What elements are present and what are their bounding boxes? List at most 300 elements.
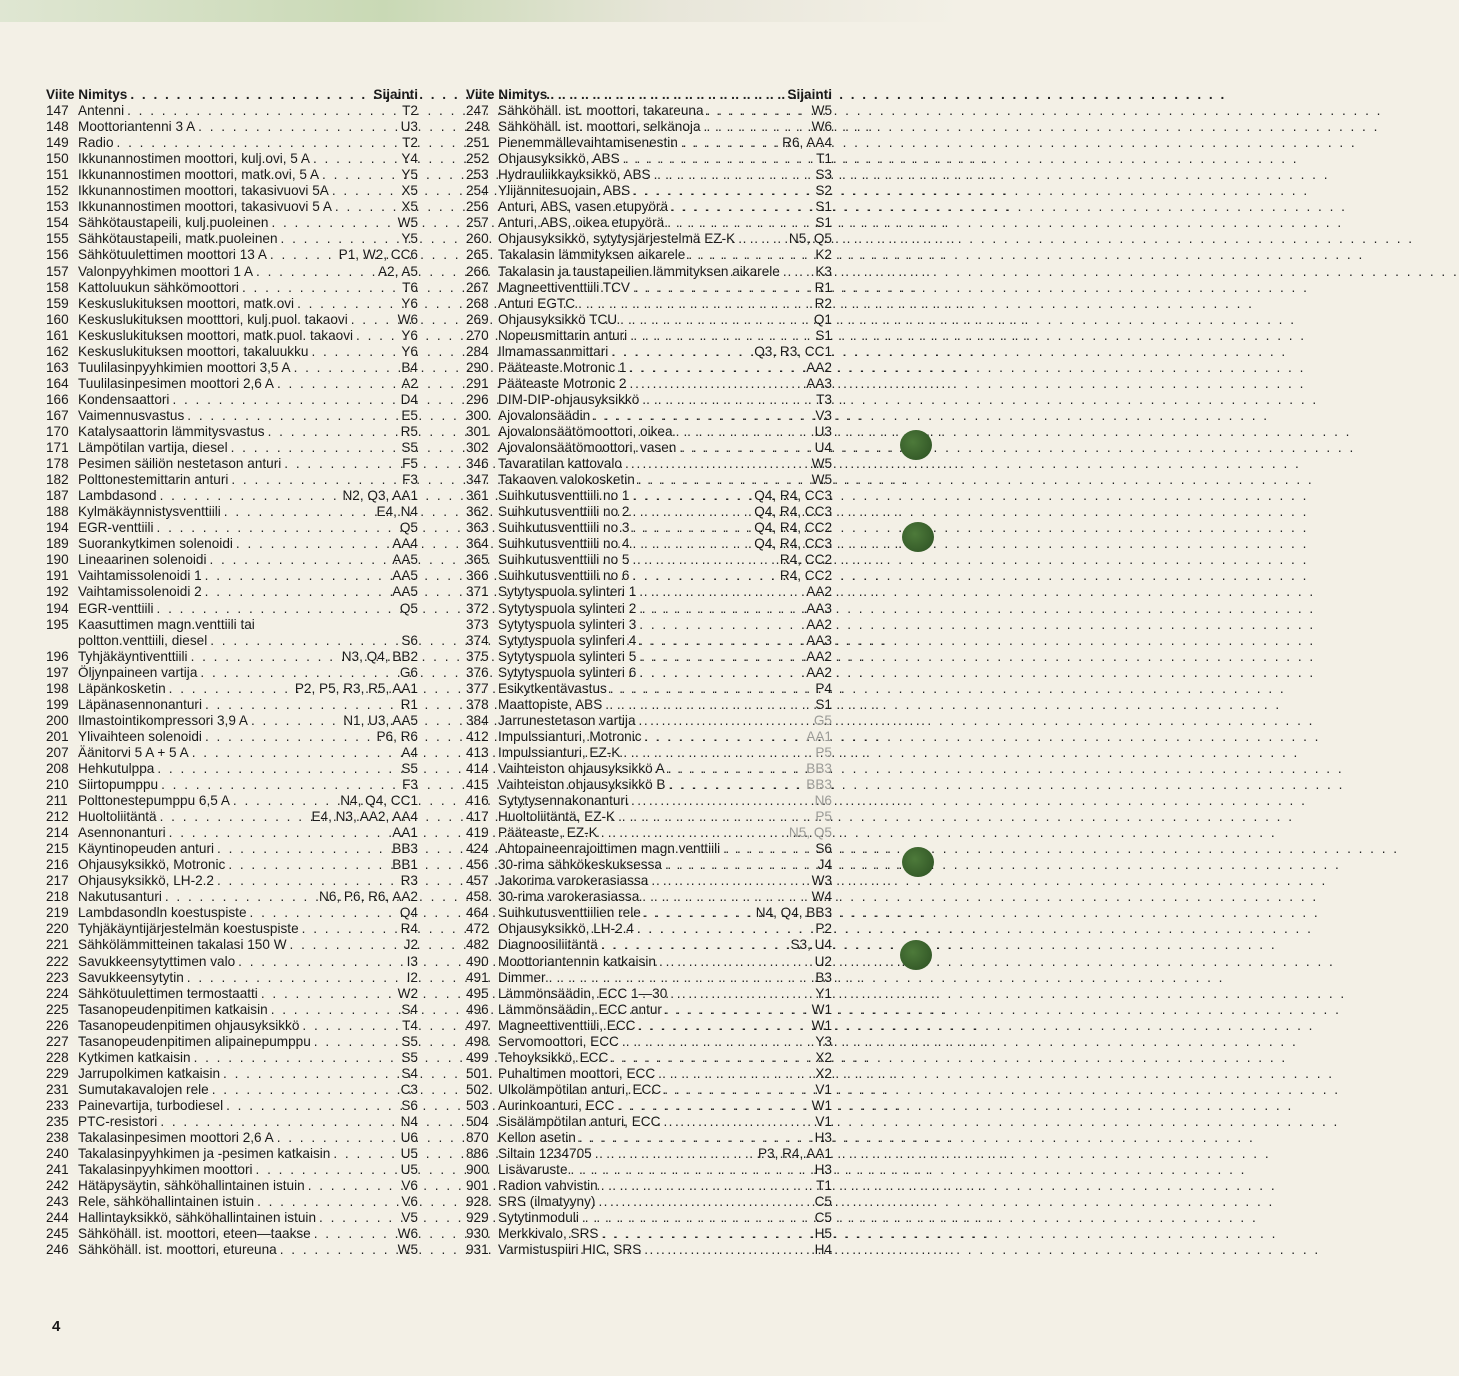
item-reference: 235	[46, 1114, 69, 1129]
item-name: Sähköhäll. ist. moottori, etureuna	[78, 1242, 277, 1258]
list-item	[46, 151, 418, 167]
list-item	[466, 167, 832, 183]
list-item	[46, 921, 418, 937]
leader-dots	[205, 584, 390, 600]
item-location: S4	[401, 1001, 418, 1017]
leader-dots	[623, 745, 812, 761]
item-reference: 243	[46, 1194, 69, 1210]
list-item	[46, 1002, 418, 1018]
item-reference: 464	[466, 905, 489, 921]
list-item	[466, 360, 832, 376]
list-item	[46, 472, 418, 488]
item-location: BB1	[392, 857, 418, 873]
item-reference: 164	[46, 375, 69, 391]
leader-dots	[335, 199, 398, 215]
item-name: Ohjausyksikkö, LH-2.4	[498, 921, 634, 937]
item-location: K3	[815, 263, 832, 279]
item-location: Y6	[401, 343, 418, 359]
leader-dots	[200, 665, 396, 681]
leader-dots	[251, 713, 340, 729]
list-item	[466, 649, 832, 665]
list-item	[466, 264, 832, 280]
item-name: Merkkivalo, SRS	[498, 1226, 599, 1242]
item-reference: 346	[466, 456, 489, 472]
item-reference: 374	[466, 632, 489, 648]
item-name: Pääteaste, EZ-K	[498, 825, 598, 841]
item-name: Sähkötuulettimen termostaatti	[78, 985, 258, 1001]
item-name: Tasanopeudenpitimen katkaisin	[78, 1001, 268, 1017]
list-item	[466, 809, 832, 825]
item-reference: 495	[466, 985, 489, 1001]
item-location: W2	[397, 985, 418, 1001]
item-location: F5	[402, 456, 418, 472]
leader-dots	[642, 392, 813, 408]
item-name: Keskuslukituksen mootttori, kulj.puol. takaovi	[78, 311, 348, 327]
list-item	[46, 1178, 418, 1194]
right-column	[466, 87, 832, 1258]
item-name: Suorankytkimen solenoidi	[78, 536, 233, 552]
item-name: Käyntinopeuden anturi	[78, 841, 215, 857]
item-name: Äänitorvi 5 A + 5 A	[78, 744, 189, 760]
item-location: W1	[811, 1001, 832, 1017]
item-location: J4	[817, 857, 832, 873]
leader-dots	[256, 1162, 398, 1178]
leader-dots	[571, 1162, 812, 1178]
item-name: Katalysaattorin lämmitysvastus	[78, 423, 265, 439]
leader-dots	[205, 729, 374, 745]
list-item	[466, 857, 832, 873]
item-reference: 157	[46, 263, 69, 279]
item-name: Polttonestemittarin anturi	[78, 472, 229, 488]
item-reference: 424	[466, 841, 489, 857]
leader-dots	[238, 954, 403, 970]
item-location: R6, AA4	[782, 135, 832, 151]
item-location: T1	[816, 1178, 832, 1194]
list-item	[46, 1242, 418, 1258]
leader-dots	[617, 1098, 808, 1114]
leader-dots	[601, 825, 786, 841]
list-item	[46, 633, 418, 649]
list-item	[46, 697, 418, 713]
item-name: Takalasin lämmityksen aikarele	[498, 247, 686, 263]
item-reference: 482	[466, 937, 489, 953]
item-reference: 376	[466, 664, 489, 680]
leader-dots	[632, 520, 751, 536]
item-reference: 158	[46, 279, 69, 295]
leader-dots	[205, 697, 398, 713]
list-item	[46, 745, 418, 761]
item-location: R4, CC2	[779, 552, 832, 568]
item-reference: 373	[466, 616, 489, 632]
leader-dots	[639, 617, 803, 633]
item-reference: 296	[466, 391, 489, 407]
item-reference: 152	[46, 183, 69, 199]
list-item	[46, 360, 418, 376]
item-name: Läpänkosketin	[78, 680, 166, 696]
item-location: W5	[397, 215, 418, 231]
item-name: Lämmönsäädin, ECC 1—30	[498, 985, 668, 1001]
item-reference: 256	[466, 199, 489, 215]
list-item	[466, 1194, 832, 1210]
item-name: Servomoottori, ECC	[498, 1033, 619, 1049]
list-item	[466, 1066, 832, 1082]
item-reference: 160	[46, 311, 69, 327]
item-reference: 161	[46, 327, 69, 343]
list-item	[466, 921, 832, 937]
item-reference: 497	[466, 1017, 489, 1033]
leader-dots	[681, 135, 779, 151]
item-name: Ohjausyksikkö, sytytysjärjestelmä EZ-K	[498, 231, 736, 247]
item-name: Lämpötilan vartija, diesel	[78, 440, 228, 456]
item-reference: 218	[46, 889, 69, 905]
item-name: Takalasinpyyhkimen ja -pesimen katkaisin	[78, 1146, 331, 1162]
item-reference: 223	[46, 969, 69, 985]
item-reference: 384	[466, 712, 489, 728]
list-item	[46, 809, 418, 825]
item-name: Kaasuttimen magn.venttiili tai	[78, 616, 255, 632]
item-location: X5	[401, 183, 418, 199]
leader-dots	[313, 151, 398, 167]
item-name: Radion vahvistin	[498, 1178, 598, 1194]
top-edge-band	[0, 0, 960, 22]
item-location: J2	[403, 937, 418, 953]
item-reference: 284	[466, 343, 489, 359]
item-name: EGR-venttiili	[78, 520, 154, 536]
item-reference: 362	[466, 504, 489, 520]
item-location: P2	[815, 921, 832, 937]
item-name: Sähköhäll. ist. moottori, selkänoja	[498, 119, 701, 135]
item-name: Ajovalonsäätömoottori, oikea	[498, 423, 673, 439]
list-item	[466, 312, 832, 328]
item-location: AA4	[392, 536, 418, 552]
list-item	[46, 568, 418, 584]
item-location: T1	[816, 151, 832, 167]
list-item	[46, 103, 418, 119]
item-location: N5, Q5	[788, 231, 832, 247]
list-item	[466, 424, 832, 440]
list-item	[466, 119, 832, 135]
leader-dots	[308, 1178, 399, 1194]
item-name: Esikytkentävastus	[498, 680, 607, 696]
list-item	[466, 905, 832, 921]
item-location: W5	[811, 103, 832, 119]
leader-dots	[707, 103, 809, 119]
item-reference: 377	[466, 680, 489, 696]
item-location: S1	[815, 327, 832, 343]
list-item	[46, 857, 418, 873]
binder-hole	[902, 847, 934, 877]
item-reference: 229	[46, 1065, 69, 1081]
item-reference: 246	[46, 1242, 69, 1258]
item-location: H3	[814, 1130, 832, 1146]
item-reference: 194	[46, 600, 69, 616]
leader-dots	[688, 247, 812, 263]
leader-dots	[217, 873, 398, 889]
leader-dots	[268, 424, 398, 440]
item-location: AA3	[806, 375, 832, 391]
item-reference: 414	[466, 760, 489, 776]
list-item	[46, 167, 418, 183]
item-name: Vaihteiston ohjausyksikkö A	[498, 760, 665, 776]
item-reference: 504	[466, 1114, 489, 1129]
item-reference: 178	[46, 456, 69, 472]
item-reference: 217	[46, 873, 69, 889]
item-location: AA2	[806, 664, 832, 680]
leader-dots	[679, 440, 811, 456]
item-location: N4	[400, 1114, 418, 1129]
list-item	[466, 601, 832, 617]
list-item	[46, 825, 418, 841]
item-location: R1	[814, 279, 832, 295]
item-name: Sähkötaustapeili, kulj.puoleinen	[78, 215, 269, 231]
item-reference: 501	[466, 1065, 489, 1081]
item-name: poltton.venttiili, diesel	[78, 632, 208, 648]
item-reference: 458	[466, 889, 489, 905]
item-reference: 290	[466, 359, 489, 375]
list-item	[46, 296, 418, 312]
item-location: X5	[401, 199, 418, 215]
item-name: Sumutakavalojen rele	[78, 1081, 209, 1097]
item-name: Suihkutusventtiili no 1	[498, 488, 630, 504]
leader-dots	[611, 1050, 812, 1066]
leader-dots	[578, 296, 812, 312]
item-name: Valonpyyhkimen moottori 1 A	[78, 263, 254, 279]
leader-dots	[665, 857, 815, 873]
item-reference: 900	[466, 1162, 489, 1178]
item-location: P2, P5, R3, R5, AA1	[294, 680, 418, 696]
list-item	[46, 777, 418, 793]
item-location: W5	[811, 456, 832, 472]
item-name: Hallintayksikkö, sähköhallintainen istuin	[78, 1210, 317, 1226]
list-item	[46, 970, 418, 986]
item-name: Tehoyksikkö, ECC	[498, 1049, 609, 1065]
leader-dots	[205, 568, 390, 584]
leader-dots	[593, 408, 812, 424]
list-item	[46, 617, 418, 633]
item-name: Vaihtamissolenoidi 1	[78, 568, 202, 584]
item-location: Y3	[815, 1033, 832, 1049]
list-item	[466, 697, 832, 713]
item-location: AA3	[806, 600, 832, 616]
item-location: N1, U3, AA5	[343, 712, 418, 728]
item-location: I2	[406, 969, 418, 985]
item-name: Tasanopeudenpitimen ohjausyksikkö	[78, 1017, 300, 1033]
item-reference: 147	[46, 103, 69, 119]
item-reference: 267	[466, 279, 489, 295]
item-location: AA2	[806, 616, 832, 632]
list-item	[46, 1098, 418, 1114]
item-reference: 366	[466, 568, 489, 584]
item-location: H4	[814, 1242, 832, 1258]
item-reference: 253	[466, 167, 489, 183]
item-reference: 929	[466, 1210, 489, 1226]
leader-dots	[236, 536, 389, 552]
item-location: W1	[811, 1097, 832, 1113]
item-location: S3	[815, 167, 832, 183]
item-name: Sytytyspuola sylinteri 6	[498, 664, 637, 680]
item-name: Lämmönsäädin, ECC antur	[498, 1001, 662, 1017]
leader-dots	[704, 119, 809, 135]
item-name: Sytytyspuola sylinferi 4	[498, 632, 637, 648]
leader-dots	[663, 1114, 812, 1130]
item-name: Pienemmällevaihtamisenestin	[498, 135, 678, 151]
item-location: D4	[400, 391, 418, 407]
item-name: Vaihteiston ohjausyksikkö B	[498, 777, 666, 793]
list-item	[466, 1242, 832, 1258]
list-item	[466, 937, 832, 953]
leader-dots	[212, 1082, 398, 1098]
item-location: A4	[401, 744, 418, 760]
list-item	[466, 408, 832, 424]
item-location: U4	[814, 440, 832, 456]
list-item	[466, 520, 832, 536]
item-location: T3	[816, 391, 832, 407]
item-location: F3	[402, 777, 418, 793]
item-reference: 188	[46, 504, 69, 520]
leader-dots	[638, 472, 809, 488]
item-location: I3	[406, 953, 418, 969]
list-item	[466, 392, 832, 408]
leader-dots	[667, 215, 812, 231]
item-name: Kondensaattori	[78, 391, 170, 407]
list-item	[46, 601, 418, 617]
item-reference: 498	[466, 1033, 489, 1049]
list-item	[466, 1098, 832, 1114]
item-name: Sähköhäll. ist. moottori, takareuna	[498, 103, 704, 119]
leader-dots	[658, 1066, 812, 1082]
item-location: K2	[815, 247, 832, 263]
list-item	[466, 504, 832, 520]
item-reference: 224	[46, 985, 69, 1001]
item-location: N2, Q3, AA1	[342, 488, 418, 504]
list-item	[466, 1082, 832, 1098]
item-name: Sytytinmoduli	[498, 1210, 579, 1226]
list-item	[466, 777, 832, 793]
item-location: AA3	[806, 632, 832, 648]
leader-dots	[625, 456, 809, 472]
item-name: Kytkimen katkaisin	[78, 1049, 191, 1065]
item-name: Ohjausyksikkö, Motronic	[78, 857, 226, 873]
item-reference: 191	[46, 568, 69, 584]
item-name: Tyhjäkäyntijärjestelmän koestuspiste	[78, 921, 299, 937]
leader-dots	[629, 376, 803, 392]
item-name: Hätäpysäytin, sähköhallintainen istuin	[78, 1178, 305, 1194]
item-name: Sähkötaustapeili, matk.puoleinen	[78, 231, 278, 247]
item-name: Savukkeensytytin	[78, 969, 184, 985]
item-reference: 214	[46, 825, 69, 841]
list-item	[46, 504, 418, 520]
item-location: T2	[402, 135, 418, 151]
item-reference: 361	[466, 488, 489, 504]
list-item	[46, 986, 418, 1002]
item-name: Kattoluukun sähkömoottori	[78, 279, 239, 295]
item-reference: 301	[466, 423, 489, 439]
binder-hole	[902, 522, 934, 552]
item-reference: 187	[46, 488, 69, 504]
leader-dots	[161, 777, 399, 793]
leader-dots	[311, 344, 398, 360]
item-location: S1	[815, 696, 832, 712]
leader-dots	[271, 1002, 399, 1018]
item-reference: 192	[46, 584, 69, 600]
leader-dots	[314, 1226, 395, 1242]
item-name: Takalasinpesimen moottori 2,6 A	[78, 1130, 274, 1146]
leader-dots	[192, 745, 399, 761]
leader-dots	[228, 857, 389, 873]
item-name: Sisälämpötilan anturi, ECC	[498, 1114, 661, 1129]
leader-dots	[651, 873, 808, 889]
item-reference: 363	[466, 520, 489, 536]
leader-dots	[160, 488, 340, 504]
item-location: U3	[814, 423, 832, 439]
left-list	[46, 103, 418, 1258]
item-reference: 226	[46, 1017, 69, 1033]
list-item	[466, 552, 832, 568]
item-location: T6	[402, 279, 418, 295]
item-name: Sytytyspuola sylinteri 1	[498, 584, 637, 600]
leader-dots	[601, 937, 788, 953]
item-location: BB3	[806, 777, 832, 793]
leader-dots	[601, 1226, 811, 1242]
item-reference: 870	[466, 1130, 489, 1146]
leader-dots	[277, 376, 398, 392]
right-column-header	[466, 87, 832, 103]
item-location: C3	[400, 1081, 418, 1097]
leader-dots	[550, 87, 784, 103]
leader-dots	[595, 1146, 755, 1162]
item-location: S5	[401, 760, 418, 776]
item-name: Ikkunannostimen moottori, matk.ovi, 5 A	[78, 167, 320, 183]
item-name: Asennonanturi	[78, 825, 166, 841]
item-reference: 153	[46, 199, 69, 215]
item-name: Painevartija, turbodiesel	[78, 1097, 224, 1113]
item-location: S5	[401, 1033, 418, 1049]
list-item	[46, 841, 418, 857]
list-item	[46, 729, 418, 745]
item-reference: 252	[466, 151, 489, 167]
leader-dots	[622, 1034, 812, 1050]
item-reference: 456	[466, 857, 489, 873]
item-reference: 251	[466, 135, 489, 151]
list-item	[46, 328, 418, 344]
item-name: Jarrupolkimen katkaisin	[78, 1065, 221, 1081]
item-name: Lineaarinen solenoidi	[78, 552, 207, 568]
item-reference: 266	[466, 263, 489, 279]
list-item	[46, 264, 418, 280]
item-reference: 412	[466, 728, 489, 744]
item-reference: 215	[46, 841, 69, 857]
item-location: R1	[400, 696, 418, 712]
item-name: Polttonestepumppu 6,5 A	[78, 793, 230, 809]
list-item	[46, 889, 418, 905]
list-item	[466, 1210, 832, 1226]
item-location: AA2	[806, 584, 832, 600]
leader-dots	[644, 905, 753, 921]
list-item	[46, 937, 418, 953]
item-reference: 225	[46, 1001, 69, 1017]
list-item	[466, 103, 832, 119]
leader-dots	[579, 1130, 812, 1146]
item-location: N3, Q4, BB2	[341, 648, 418, 664]
leader-dots	[670, 986, 812, 1002]
item-reference: 221	[46, 937, 69, 953]
leader-dots	[169, 681, 292, 697]
list-item	[46, 1050, 418, 1066]
header-ref-name: Viite Nimitys	[466, 87, 548, 102]
list-item	[466, 183, 832, 199]
list-item	[466, 456, 832, 472]
item-reference: 371	[466, 584, 489, 600]
